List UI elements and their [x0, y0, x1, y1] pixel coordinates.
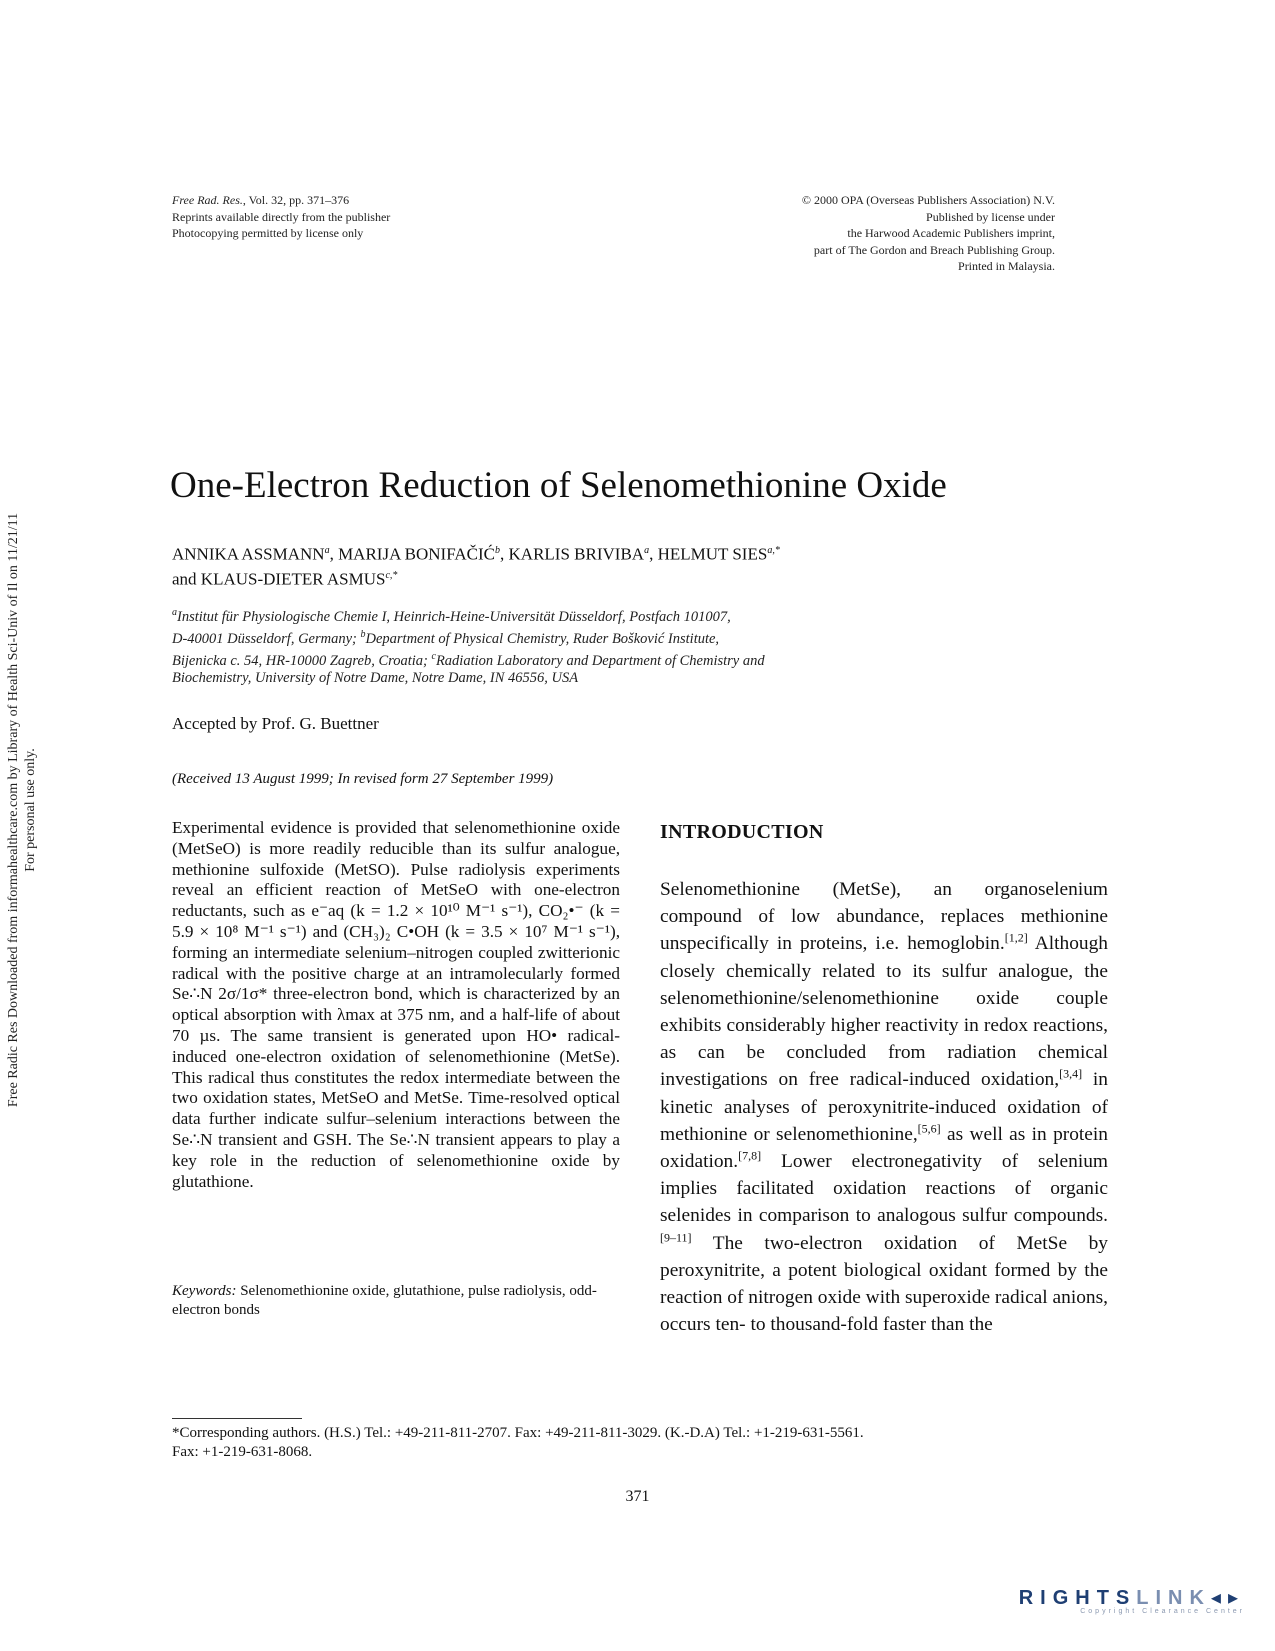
author-name: ANNIKA ASSMANN: [172, 544, 325, 564]
intro-sentence: The two-electron oxidation of MetSe by peroxynitrite, a potent biological oxidant formed by the reaction of nitrogen oxide with superoxide radical anions, occurs ten- to thousand-fold faster than the: [660, 1232, 1109, 1336]
footnote-line: Fax: +1-219-631-8068.: [172, 1444, 313, 1460]
keywords: [172, 1282, 620, 1320]
intro-sentence: as well as in protein oxidation.: [660, 1123, 1108, 1173]
reprints-note: Reprints available directly from the publisher: [172, 209, 391, 224]
author-affil-mark: a,*: [767, 545, 780, 556]
imprint-line: the Harwood Academic Publishers imprint,: [847, 226, 1055, 240]
affil-text: Biochemistry, University of Notre Dame, Notre Dame, IN 46556, USA: [172, 670, 579, 687]
rightslink-word: LINK: [1136, 1587, 1211, 1609]
journal-name: Free Rad. Res.: [172, 193, 243, 207]
footnote-line: *Corresponding authors. (H.S.) Tel.: +49-211-811-2707. Fax: +49-211-811-3029. (K.-D.A) Tel.: +1-219-631-5561.: [172, 1425, 864, 1441]
affil-mark: b: [360, 628, 366, 640]
received-dates: (Received 13 August 1999; In revised form 27 September 1999): [172, 771, 554, 787]
rightslink-icon: ◂▸: [1210, 1587, 1245, 1609]
affil-text: Institut für Physiologische Chemie I, Heinrich-Heine-Universität Düsseldorf, Postfach 101007,: [177, 608, 731, 625]
author-name: , MARIJA BONIFAČIĆ: [329, 544, 496, 564]
copyright-block: [725, 192, 1055, 275]
affiliations: [172, 604, 992, 687]
affil-text: Bijenicka c. 54, HR-10000 Zagreb, Croatia;: [172, 652, 432, 669]
author-name: , HELMUT SIES: [649, 544, 768, 564]
group-line: part of The Gordon and Breach Publishing Group.: [813, 242, 1055, 257]
personal-use-notice: For personal use only.: [23, 748, 38, 872]
author-list: [172, 540, 1052, 589]
affil-text: Radiation Laboratory and Department of Chemistry and: [435, 652, 765, 669]
license-line: Published by license under: [926, 209, 1055, 224]
rightslink-subtitle: Copyright Clearance Center: [1080, 1608, 1245, 1615]
author-affil-mark: b: [495, 545, 501, 556]
download-notice: Free Radic Res Downloaded from informahealthcare.com by Library of Health Sci-Univ of Il on 11/21/11: [6, 512, 21, 1108]
intro-sentence: in kinetic analyses of peroxynitrite-induced oxidation of methionine or selenomethionine,: [660, 1069, 1108, 1145]
citation-ref[interactable]: [5,6]: [917, 1121, 941, 1136]
rightslink-word: RIGHTS: [1018, 1587, 1137, 1609]
author-affil-mark: a: [324, 545, 330, 556]
rightslink-logo[interactable]: [985, 1585, 1245, 1615]
citation-ref[interactable]: [3,4]: [1059, 1066, 1083, 1081]
affil-mark: a: [172, 607, 177, 618]
introduction-text: [660, 876, 1108, 1338]
affil-mark: c: [431, 650, 436, 662]
author-affil-mark: a: [644, 545, 650, 556]
affil-text: Department of Physical Chemistry, Ruder Bošković Institute,: [365, 630, 720, 647]
citation-ref[interactable]: [7,8]: [738, 1148, 762, 1163]
intro-sentence: Selenomethionine (MetSe), an organoselenium compound of low abundance, replaces methionine unspecifically in proteins, i.e. hemoglobin.: [660, 879, 1108, 955]
author-affil-mark: c,*: [385, 569, 398, 581]
journal-citation: [172, 192, 502, 242]
citation-ref[interactable]: [9–11]: [660, 1230, 692, 1245]
footnote: [172, 1424, 1072, 1462]
journal-volume: , Vol. 32, pp. 371–376: [242, 193, 350, 207]
abstract: Experimental evidence is provided that selenomethionine oxide (MetSeO) is more readily reducible than its sulfur analogue, methionine sulfoxide (MetSO). Pulse radiolysis experiments reveal an efficient reaction of MetSeO with one-electron reductants, such as e⁻aq (k = 1.2 × 10¹⁰ M⁻¹ s⁻¹), CO₂•⁻ (k = 5.9 × 10⁸ M⁻¹ s⁻¹) and (CH₃)₂ C•OH (k = 3.5 × 10⁷ M⁻¹ s⁻¹), forming an intermediate selenium–nitrogen coupled zwitterionic radical with the positive charge at an intramolecularly formed Se∴N 2σ/1σ* three-electron bond, which is characterized by an optical absorption with λmax at 375 nm, and a half-life of about 70 µs. The same transient is generated upon HO• radical-induced one-electron oxidation of selenomethionine (MetSe). This radical thus constitutes the redox intermediate between the two oxidation states, MetSeO and MetSe. Time-resolved optical data further indicate sulfur–selenium interactions between the Se∴N transient and GSH. The Se∴N transient appears to play a key role in the reduction of selenomethionine oxide by glutathione.: [172, 818, 620, 1191]
author-name: , KARLIS BRIVIBA: [500, 544, 645, 564]
page-number: 371: [625, 1488, 650, 1505]
copyright-line: © 2000 OPA (Overseas Publishers Association) N.V.: [801, 193, 1055, 207]
paper-title: One-Electron Reduction of Selenomethionine Oxide: [170, 465, 947, 506]
author-name: and KLAUS-DIETER ASMUS: [172, 569, 386, 589]
footnote-rule: [172, 1418, 302, 1419]
affil-text: D-40001 Düsseldorf, Germany;: [172, 630, 361, 647]
intro-sentence: Although closely chemically related to its sulfur analogue, the selenomethionine/selenomethionine oxide couple exhibits considerably higher reactivity in redox reactions, as can be concluded from radiation chemical investigations on free radical-induced oxidation,: [660, 933, 1108, 1091]
intro-sentence: Lower electronegativity of selenium implies facilitated oxidation reactions of organic selenides in comparison to analogous sulfur compounds.: [660, 1151, 1108, 1227]
keywords-label: Keywords:: [172, 1283, 237, 1299]
accepted-by: Accepted by Prof. G. Buettner: [172, 714, 379, 733]
printed-line: Printed in Malaysia.: [958, 259, 1055, 273]
section-heading: INTRODUCTION: [660, 821, 824, 843]
photocopy-note: Photocopying permitted by license only: [172, 226, 364, 240]
keywords-text: Selenomethionine oxide, glutathione, pulse radiolysis, odd-electron bonds: [172, 1283, 597, 1318]
citation-ref[interactable]: [1,2]: [1004, 930, 1028, 945]
download-sidebar: [0, 430, 44, 1190]
